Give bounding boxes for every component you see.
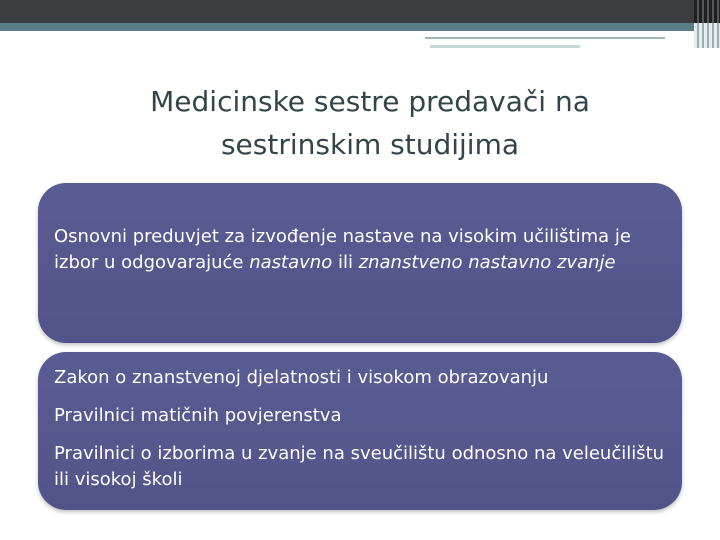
emphasis-nastavno: nastavno [249, 252, 333, 273]
decorative-line-short [430, 45, 580, 48]
top-accent-bar [0, 23, 720, 31]
requirement-text-part: Osnovni preduvjet za izvođenje nastave na visokim učilištima je izbor u odgovarajuće [54, 226, 631, 273]
decorative-line [425, 37, 665, 39]
regulation-item: Zakon o znanstvenoj djelatnosti i visokom obrazovanju [54, 367, 549, 388]
regulation-item: Pravilnici matičnih povjerenstva [54, 405, 342, 426]
content-box-requirement [38, 183, 682, 343]
regulation-item: Pravilnici o izborima u zvanje na sveučilištu odnosno na veleučilištu ili visokoj školi [54, 443, 665, 490]
requirement-text-connector: ili [332, 252, 359, 273]
requirement-text [54, 224, 666, 276]
top-bar [0, 0, 720, 23]
corner-stripes-dark [694, 0, 720, 23]
slide-title: Medicinske sestre predavači na sestrinskim studijima [150, 85, 590, 161]
content-box-regulations [38, 352, 682, 510]
emphasis-znanstveno-nastavno-zvanje: znanstveno nastavno zvanje [358, 252, 616, 273]
